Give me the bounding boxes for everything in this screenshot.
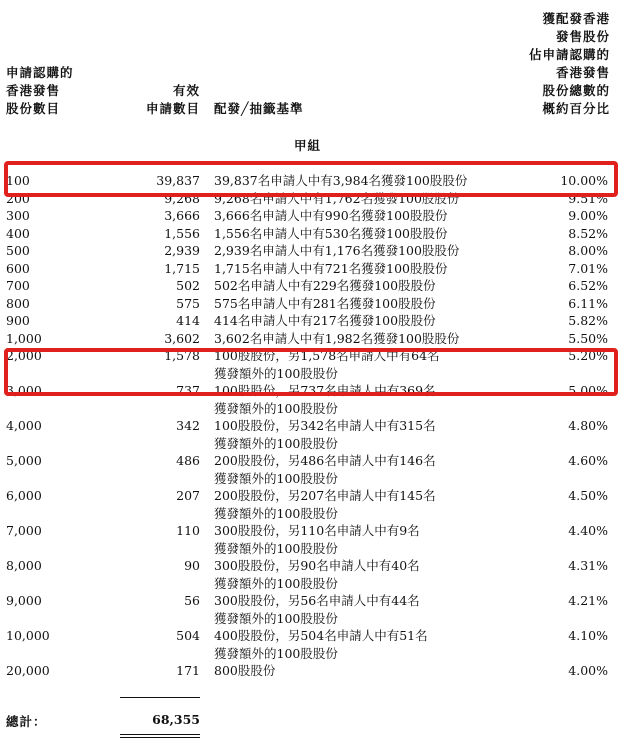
shares-cell: 8,000 — [6, 558, 42, 573]
percentage-cell: 4.60% — [568, 453, 608, 468]
basis-line: 2,939名申請人中有1,176名獲發100股股份 — [214, 243, 460, 258]
percentage-cell: 4.31% — [568, 558, 608, 573]
basis-line: 100股股份，另342名申請人中有315名 — [214, 418, 436, 433]
basis-cell — [214, 417, 504, 452]
shares-cell: 5,000 — [6, 453, 42, 468]
applications-cell: 110 — [176, 523, 200, 538]
basis-line: 獲發額外的100股股份 — [214, 575, 338, 591]
percentage-cell: 6.52% — [568, 278, 608, 293]
basis-line: 3,666名申請人中有990名獲發100股股份 — [214, 208, 448, 223]
percentage-cell: 6.11% — [568, 295, 608, 311]
basis-line: 800股股份 — [214, 663, 276, 678]
basis-cell — [214, 207, 504, 225]
shares-cell: 3,000 — [6, 383, 42, 398]
header-line: 概約百分比 — [542, 101, 610, 116]
header-line: 佔申請認購的 — [528, 47, 610, 62]
basis-line: 100股股份，另1,578名申請人中有64名 — [214, 348, 440, 363]
shares-cell: 10,000 — [6, 628, 50, 643]
table-row — [0, 330, 622, 348]
total-label: 總計： — [6, 714, 47, 729]
applications-cell: 56 — [184, 593, 200, 608]
header-approx-percentage — [470, 10, 610, 118]
basis-cell — [214, 225, 504, 243]
shares-cell: 4,000 — [6, 418, 42, 433]
basis-line: 1,715名申請人中有721名獲發100股股份 — [214, 260, 448, 276]
table-row — [0, 172, 622, 190]
applications-cell: 3,666 — [164, 208, 200, 223]
basis-cell — [214, 242, 504, 260]
table-row — [0, 417, 622, 452]
percentage-cell: 9.00% — [568, 208, 608, 223]
applications-cell: 9,268 — [164, 190, 200, 206]
applications-cell: 737 — [176, 383, 200, 398]
basis-cell — [214, 557, 504, 592]
header-line: 申請認購的 — [6, 65, 74, 80]
basis-line: 100股股份，另737名申請人中有369名 — [214, 383, 436, 398]
header-line: 獲配發香港 — [542, 11, 610, 26]
table-row — [0, 207, 622, 225]
header-shares-applied — [6, 64, 74, 118]
shares-cell: 6,000 — [6, 488, 42, 503]
shares-cell: 200 — [6, 190, 30, 206]
basis-line: 39,837名申請人中有3,984名獲發100股股份 — [214, 173, 468, 188]
basis-line: 414名申請人中有217名獲發100股股份 — [214, 313, 436, 328]
shares-cell: 20,000 — [6, 663, 50, 678]
applications-cell: 171 — [176, 663, 200, 678]
header-line: 申請數目 — [145, 101, 200, 116]
percentage-cell: 5.82% — [568, 313, 608, 328]
table-row — [0, 382, 622, 417]
applications-cell: 342 — [176, 418, 200, 433]
basis-line: 300股股份，另56名申請人中有44名 — [214, 593, 420, 608]
shares-cell: 400 — [6, 225, 30, 241]
basis-line: 400股股份，另504名申請人中有51名 — [214, 628, 428, 643]
applications-cell: 3,602 — [164, 330, 200, 346]
table-row — [0, 242, 622, 260]
basis-line: 200股股份，另207名申請人中有145名 — [214, 488, 436, 503]
basis-cell — [214, 592, 504, 627]
applications-cell: 502 — [176, 278, 200, 293]
percentage-cell: 4.50% — [568, 488, 608, 503]
basis-line: 獲發額外的100股股份 — [214, 365, 338, 381]
percentage-cell: 7.01% — [568, 260, 608, 276]
applications-cell: 2,939 — [164, 243, 200, 258]
applications-cell: 90 — [184, 558, 200, 573]
applications-cell: 1,715 — [164, 260, 200, 276]
basis-line: 獲發額外的100股股份 — [214, 400, 338, 416]
applications-cell: 1,578 — [164, 348, 200, 363]
percentage-cell: 5.20% — [568, 348, 608, 363]
table-row — [0, 662, 622, 680]
total-double-rule — [120, 737, 200, 738]
basis-line: 9,268名申請人中有1,762名獲發100股股份 — [214, 190, 460, 206]
shares-cell: 600 — [6, 260, 30, 276]
table-row — [0, 487, 622, 522]
table-row — [0, 190, 622, 208]
group-label: 甲組 — [294, 138, 322, 153]
shares-cell: 100 — [6, 173, 30, 188]
allocation-table — [0, 172, 622, 680]
table-row — [0, 592, 622, 627]
basis-cell — [214, 260, 504, 278]
total-rule-top — [120, 697, 200, 698]
table-row — [0, 277, 622, 295]
applications-cell: 39,837 — [156, 173, 200, 188]
total-value: 68,355 — [152, 712, 200, 727]
basis-cell — [214, 330, 504, 348]
header-line: 發售股份 — [555, 29, 610, 44]
header-line: 香港發售 — [555, 65, 610, 80]
total-double-rule — [120, 734, 200, 735]
percentage-cell: 4.00% — [568, 663, 608, 678]
shares-cell: 9,000 — [6, 593, 42, 608]
basis-line: 1,556名申請人中有530名獲發100股股份 — [214, 225, 448, 241]
basis-line: 獲發額外的100股股份 — [214, 645, 338, 661]
percentage-cell: 4.80% — [568, 418, 608, 433]
basis-cell — [214, 662, 504, 680]
header-line: 有效 — [172, 83, 200, 98]
basis-line: 獲發額外的100股股份 — [214, 470, 338, 486]
table-row — [0, 347, 622, 382]
table-row — [0, 225, 622, 243]
basis-cell — [214, 627, 504, 662]
table-row — [0, 312, 622, 330]
applications-cell: 486 — [176, 453, 200, 468]
basis-cell — [214, 487, 504, 522]
shares-cell: 700 — [6, 278, 30, 293]
applications-cell: 1,556 — [164, 225, 200, 241]
shares-cell: 2,000 — [6, 348, 42, 363]
header-line: 股份數目 — [6, 101, 61, 116]
applications-cell: 504 — [176, 628, 200, 643]
basis-cell — [214, 312, 504, 330]
header-line: 香港發售 — [6, 83, 61, 98]
basis-line: 300股股份，另110名申請人中有9名 — [214, 523, 420, 538]
basis-line: 575名申請人中有281名獲發100股股份 — [214, 295, 436, 311]
shares-cell: 1,000 — [6, 330, 42, 346]
basis-cell — [214, 172, 504, 190]
table-row — [0, 522, 622, 557]
shares-cell: 7,000 — [6, 523, 42, 538]
percentage-cell: 4.10% — [568, 628, 608, 643]
basis-cell — [214, 522, 504, 557]
basis-cell — [214, 347, 504, 382]
percentage-cell: 8.00% — [568, 243, 608, 258]
percentage-cell: 4.40% — [568, 523, 608, 538]
basis-line: 獲發額外的100股股份 — [214, 435, 338, 451]
shares-cell: 800 — [6, 295, 30, 311]
basis-line: 3,602名申請人中有1,982名獲發100股股份 — [214, 330, 460, 346]
percentage-cell: 9.51% — [568, 190, 608, 206]
table-row — [0, 557, 622, 592]
header-line: 配發╱抽籤基準 — [214, 101, 304, 116]
basis-line: 獲發額外的100股股份 — [214, 505, 338, 521]
applications-cell: 207 — [176, 488, 200, 503]
percentage-cell: 10.00% — [560, 173, 608, 188]
header-line: 股份總數的 — [542, 83, 610, 98]
applications-cell: 575 — [176, 295, 200, 311]
basis-line: 獲發額外的100股股份 — [214, 610, 338, 626]
table-row — [0, 295, 622, 313]
percentage-cell: 5.00% — [568, 383, 608, 398]
basis-cell — [214, 277, 504, 295]
basis-cell — [214, 295, 504, 313]
basis-line: 200股股份，另486名申請人中有146名 — [214, 453, 436, 468]
percentage-cell: 5.50% — [568, 330, 608, 346]
table-row — [0, 452, 622, 487]
header-valid-applications — [122, 82, 200, 118]
basis-cell — [214, 382, 504, 417]
table-row — [0, 260, 622, 278]
shares-cell: 900 — [6, 313, 30, 328]
shares-cell: 300 — [6, 208, 30, 223]
basis-line: 502名申請人中有229名獲發100股股份 — [214, 278, 436, 293]
header-basis-of-allocation — [214, 100, 304, 118]
basis-cell — [214, 190, 504, 208]
shares-cell: 500 — [6, 243, 30, 258]
basis-cell — [214, 452, 504, 487]
basis-line: 獲發額外的100股股份 — [214, 540, 338, 556]
percentage-cell: 4.21% — [568, 593, 608, 608]
percentage-cell: 8.52% — [568, 225, 608, 241]
basis-line: 300股股份，另90名申請人中有40名 — [214, 558, 420, 573]
table-row — [0, 627, 622, 662]
applications-cell: 414 — [176, 313, 200, 328]
